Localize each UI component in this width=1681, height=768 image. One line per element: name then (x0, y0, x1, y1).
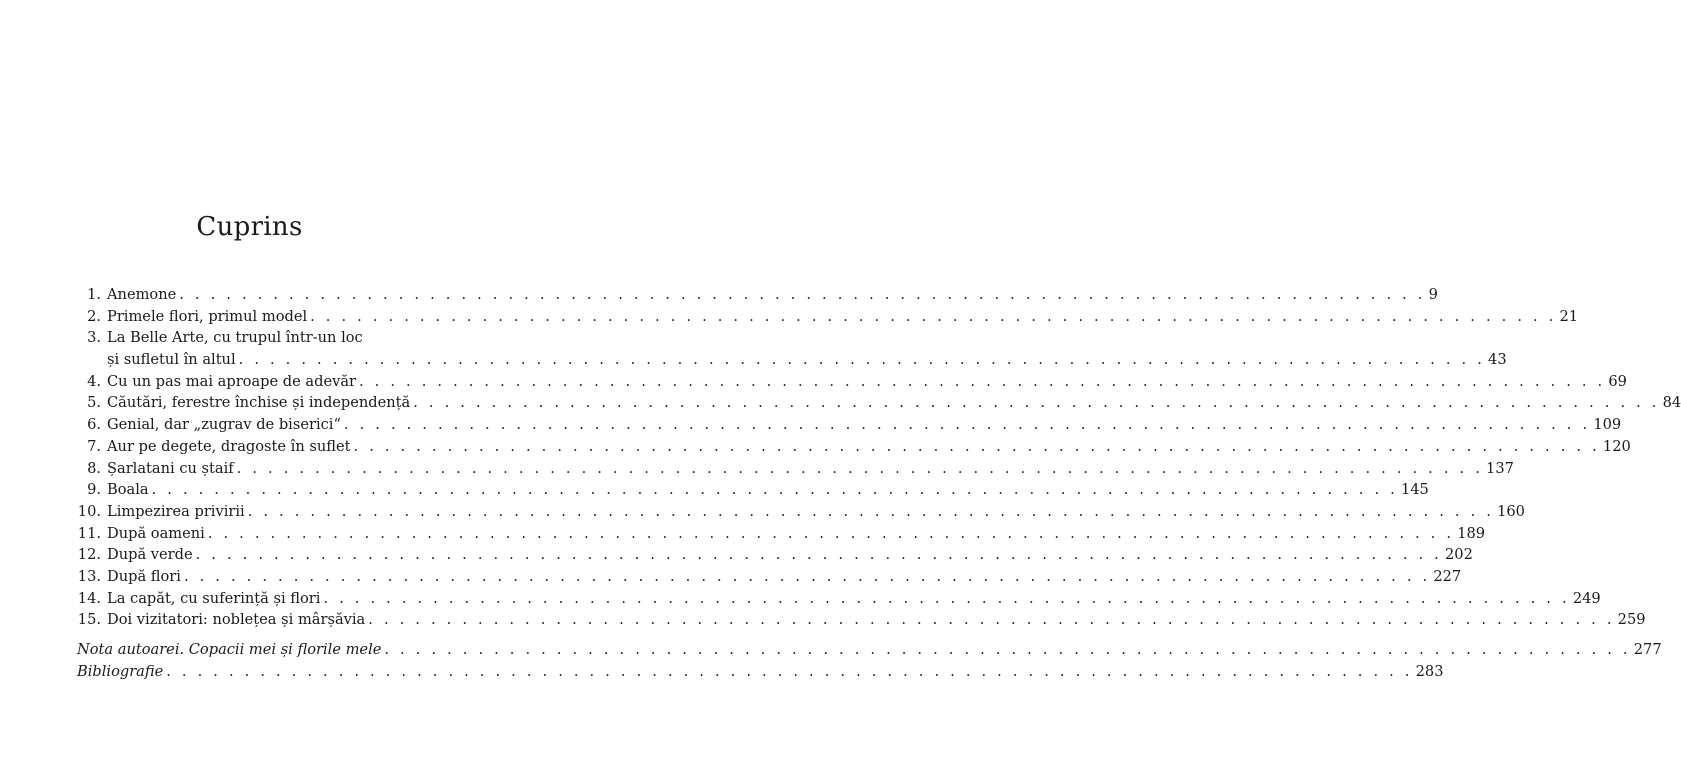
entry-title-wrap (107, 523, 1457, 545)
entry-page-number: 109 (1593, 416, 1622, 434)
entry-title-wrap (107, 327, 422, 349)
entry-title: și sufletul în altul (107, 351, 236, 369)
entry-page-number: 227 (1433, 567, 1462, 585)
entry-page-number: 84 (1662, 394, 1681, 412)
entry-title: Cu un pas mai aproape de adevăr (107, 372, 356, 390)
entry-number: 14. (77, 589, 101, 607)
page-title: Cuprins (196, 212, 303, 242)
dot-leader: . . . . . . . . . . . . . . . . . . . . . . . . . . . . . . . . . . . . . . . . . . . . . . . . . . . . . . . . . . . . . . . . . . . . . . . . . . . . . . . . (413, 394, 1660, 412)
entry-title-wrap (107, 566, 1433, 588)
entry-title: Primele flori, primul model (107, 307, 308, 325)
entry-number: 11. (77, 524, 101, 542)
dot-leader: . . . . . . . . . . . . . . . . . . . . . . . . . . . . . . . . . . . . . . . . . . . . . . . . . . . . . . . . . . . . . . . . . . . . . . . . . . . . . . . . (353, 437, 1600, 455)
toc-entry (77, 609, 1646, 631)
entry-title: La capăt, cu suferință și flori (107, 589, 321, 607)
section-gap (77, 631, 422, 639)
entry-title-wrap (107, 588, 1573, 610)
toc-entry (77, 284, 1438, 306)
entry-page-number: 277 (1633, 641, 1662, 658)
entry-page-number: 21 (1559, 307, 1579, 325)
entry-title: Limpezirea privirii (107, 502, 245, 520)
table-of-contents (77, 284, 1681, 682)
toc-entry (77, 349, 1507, 371)
toc-entry (77, 306, 1579, 328)
entry-title-wrap (77, 639, 1634, 661)
dot-leader: . . . . . . . . . . . . . . . . . . . . . . . . . . . . . . . . . . . . . . . . . . . . . . . . . . . . . . . . . . . . . . . . . . . . . . . . . . . . . . . . (343, 416, 1591, 434)
entry-title-wrap (107, 392, 1663, 414)
toc-entry (77, 523, 1486, 545)
entry-page-number: 189 (1457, 524, 1486, 542)
entry-title: Anemone (107, 286, 177, 303)
entry-title: Doi vizitatori: noblețea și mârșăvia (107, 611, 366, 629)
entry-title: La Belle Arte, cu trupul într-un loc (107, 329, 363, 347)
entry-title-wrap (107, 371, 1608, 393)
dot-leader: . . . . . . . . . . . . . . . . . . . . . . . . . . . . . . . . . . . . . . . . . . . . . . . . . . . . . . . . . . . . . . . . . . . . . . . . . . . . . . . . (247, 502, 1495, 520)
toc-entry (77, 392, 1681, 414)
entry-number: 10. (77, 502, 101, 520)
entry-title: Boala (107, 481, 149, 499)
entry-title: Nota autoarei. Copacii mei și florile mele (77, 641, 382, 658)
toc-back-matter-entry (77, 661, 1444, 683)
entry-number: 2. (87, 307, 101, 325)
entry-page-number: 202 (1445, 546, 1473, 564)
entry-title-wrap (107, 284, 1429, 306)
entry-number: 8. (87, 459, 101, 477)
entry-number: 12. (77, 546, 101, 564)
dot-leader: . . . . . . . . . . . . . . . . . . . . . . . . . . . . . . . . . . . . . . . . . . . . . . . . . . . . . . . . . . . . . . . . . . . . . . . . . . . . . . . . (207, 524, 1455, 542)
entry-number: 9. (87, 481, 101, 499)
dot-leader: . . . . . . . . . . . . . . . . . . . . . . . . . . . . . . . . . . . . . . . . . . . . . . . . . . . . . . . . . . . . . . . . . . . . . . . . . . . . . . . . (238, 351, 1486, 369)
entry-number: 1. (87, 286, 101, 303)
entry-page-number: 283 (1415, 662, 1444, 680)
entry-page-number: 160 (1497, 502, 1525, 520)
entry-title: După flori (107, 567, 181, 585)
entry-title-wrap (107, 458, 1486, 480)
dot-leader: . . . . . . . . . . . . . . . . . . . . . . . . . . . . . . . . . . . . . . . . . . . . . . . . . . . . . . . . . . . . . . . . . . . . . . . . . . . . . . . . (384, 641, 1631, 658)
dot-leader: . . . . . . . . . . . . . . . . . . . . . . . . . . . . . . . . . . . . . . . . . . . . . . . . . . . . . . . . . . . . . . . . . . . . . . . . . . . . . . . . (195, 546, 1443, 564)
entry-title-wrap (107, 436, 1603, 458)
toc-entry (77, 479, 1429, 501)
toc-entry (77, 458, 1514, 480)
entry-title-wrap (107, 609, 1618, 631)
dot-leader: . . . . . . . . . . . . . . . . . . . . . . . . . . . . . . . . . . . . . . . . . . . . . . . . . . . . . . . . . . . . . . . . . . . . . . . . . . . . . . . . (310, 307, 1557, 325)
toc-entry (77, 588, 1601, 610)
entry-title-wrap (107, 349, 1488, 371)
entry-title-wrap (107, 306, 1560, 328)
entry-title-wrap (77, 661, 1416, 683)
entry-number: 3. (87, 329, 101, 347)
entry-title-wrap (107, 544, 1445, 566)
entry-number: 4. (87, 372, 101, 390)
entry-page-number: 249 (1572, 589, 1601, 607)
dot-leader: . . . . . . . . . . . . . . . . . . . . . . . . . . . . . . . . . . . . . . . . . . . . . . . . . . . . . . . . . . . . . . . . . . . . . . . . . . . . . . . . (236, 459, 1484, 477)
entry-title: Bibliografie (77, 662, 164, 680)
entry-number: 13. (77, 567, 101, 585)
toc-entry (77, 371, 1627, 393)
toc-entry (77, 436, 1631, 458)
entry-number: 6. (87, 416, 101, 434)
entry-number: 7. (87, 437, 101, 455)
entry-title-wrap (107, 479, 1401, 501)
dot-leader: . . . . . . . . . . . . . . . . . . . . . . . . . . . . . . . . . . . . . . . . . . . . . . . . . . . . . . . . . . . . . . . . . . . . . . . . . . . . . . . . (151, 481, 1398, 499)
entry-page-number: 9 (1428, 286, 1438, 303)
dot-leader: . . . . . . . . . . . . . . . . . . . . . . . . . . . . . . . . . . . . . . . . . . . . . . . . . . . . . . . . . . . . . . . . . . . . . . . . . . . . . . . . (179, 286, 1426, 303)
toc-back-matter-entry (77, 639, 1662, 661)
entry-title: Genial, dar „zugrav de biserici“ (107, 416, 341, 434)
entry-page-number: 137 (1486, 459, 1514, 477)
entry-page-number: 259 (1617, 611, 1646, 629)
dot-leader: . . . . . . . . . . . . . . . . . . . . . . . . . . . . . . . . . . . . . . . . . . . . . . . . . . . . . . . . . . . . . . . . . . . . . . . . . . . . . . . . (323, 589, 1570, 607)
entry-title-wrap (107, 501, 1497, 523)
toc-entry (77, 566, 1462, 588)
entry-page-number: 43 (1488, 351, 1507, 369)
entry-page-number: 120 (1602, 437, 1631, 455)
entry-title: După verde (107, 546, 193, 564)
entry-title: Șarlatani cu ștaif (107, 459, 234, 477)
toc-entry (77, 544, 1473, 566)
dot-leader: . . . . . . . . . . . . . . . . . . . . . . . . . . . . . . . . . . . . . . . . . . . . . . . . . . . . . . . . . . . . . . . . . . . . . . . . . . . . . . . . (368, 611, 1615, 629)
dot-leader: . . . . . . . . . . . . . . . . . . . . . . . . . . . . . . . . . . . . . . . . . . . . . . . . . . . . . . . . . . . . . . . . . . . . . . . . . . . . . . . . (183, 567, 1431, 585)
entry-number: 5. (87, 394, 101, 412)
toc-entry (77, 414, 1622, 436)
entry-page-number: 145 (1400, 481, 1429, 499)
entry-title-wrap (107, 414, 1593, 436)
entry-title: Căutări, ferestre închise și independență (107, 394, 411, 412)
entry-number: 15. (77, 611, 101, 629)
toc-entry (77, 501, 1525, 523)
toc-entry (77, 327, 422, 349)
entry-title: După oameni (107, 524, 205, 542)
dot-leader: . . . . . . . . . . . . . . . . . . . . . . . . . . . . . . . . . . . . . . . . . . . . . . . . . . . . . . . . . . . . . . . . . . . . . . . . . . . . . . . . (359, 372, 1606, 390)
dot-leader: . . . . . . . . . . . . . . . . . . . . . . . . . . . . . . . . . . . . . . . . . . . . . . . . . . . . . . . . . . . . . . . . . . . . . . . . . . . . . . . . (166, 662, 1413, 680)
entry-page-number: 69 (1608, 372, 1627, 390)
entry-title: Aur pe degete, dragoste în suflet (107, 437, 351, 455)
